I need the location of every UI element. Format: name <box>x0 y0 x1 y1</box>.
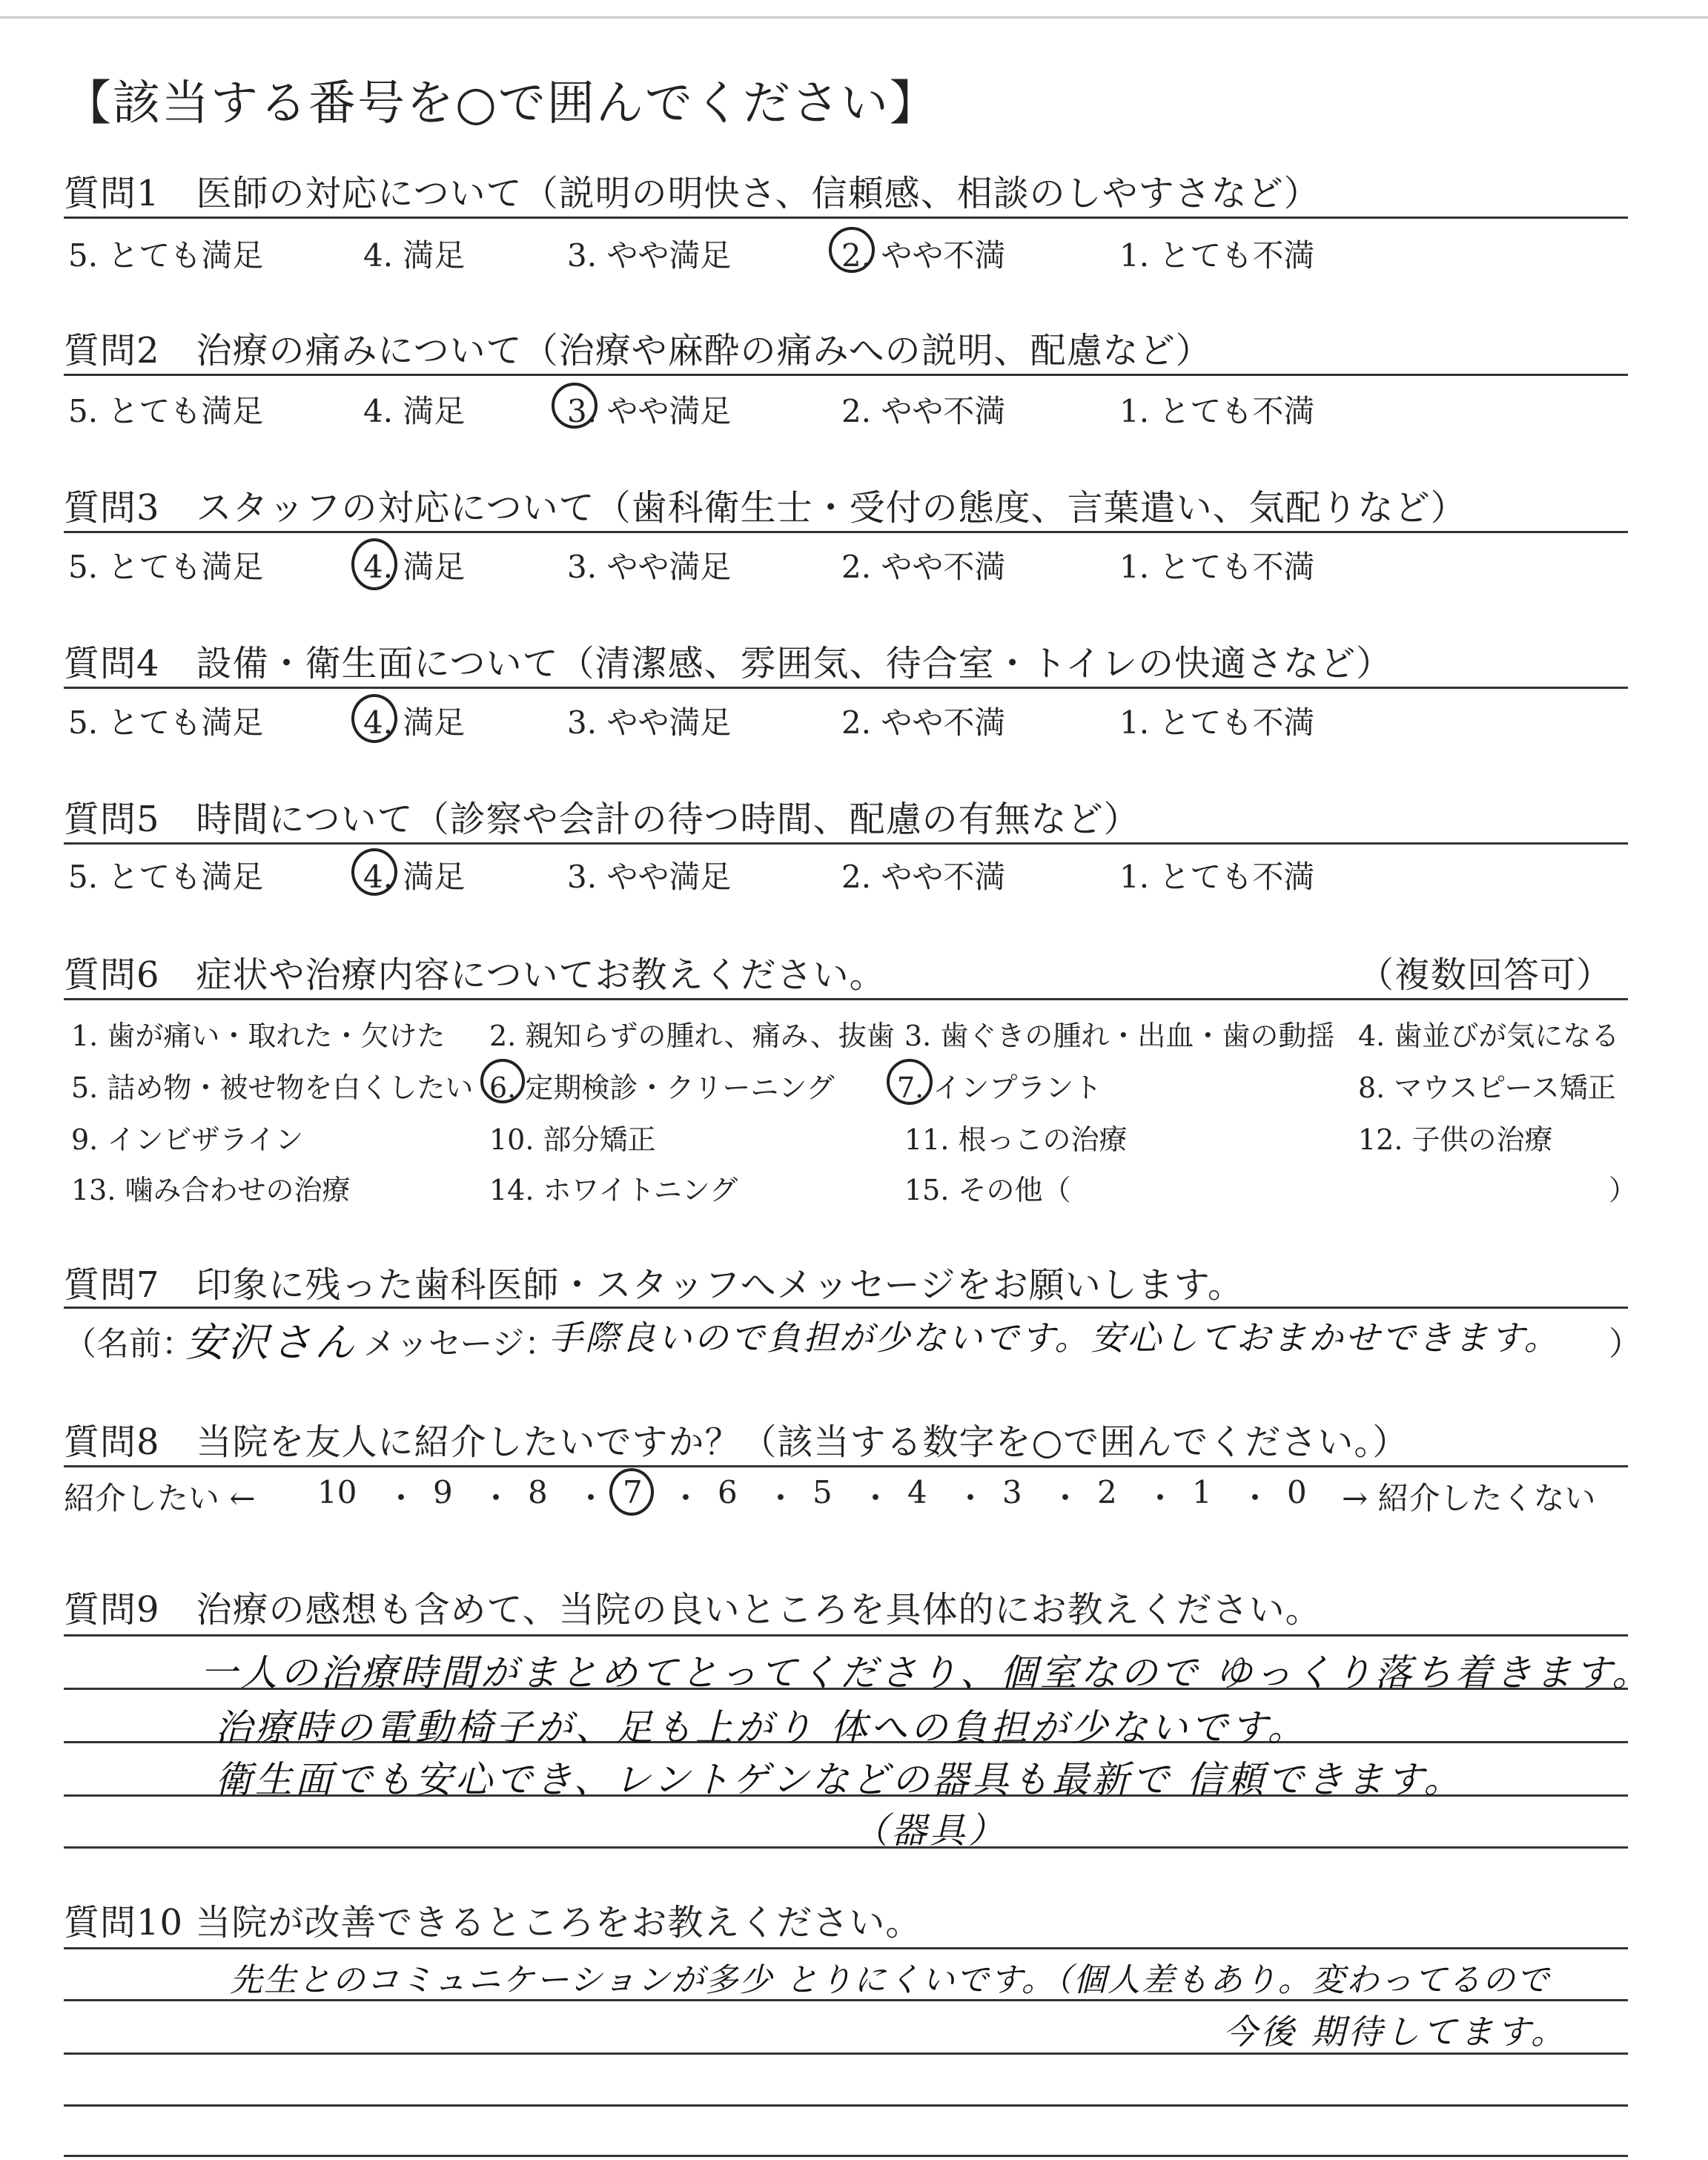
question-7: 質問7 印象に残った歯科医師・スタッフへメッセージをお願いします。 <box>64 1264 1244 1306</box>
q8-scale-2[interactable]: 2 <box>1097 1474 1117 1510</box>
q8-scale-dot: ・ <box>1145 1480 1176 1516</box>
q4-option-1[interactable]: 1. とても不満 <box>1119 704 1315 741</box>
q7-name-value[interactable]: 安沢さん <box>185 1319 357 1366</box>
q8-scale-dot: ・ <box>575 1480 607 1516</box>
q8-scale-dot: ・ <box>955 1480 987 1516</box>
q6-option-2[interactable]: 2. 親知らずの腫れ、痛み、抜歯 <box>489 1020 895 1052</box>
q10-rule-5 <box>64 2155 1628 2157</box>
question-3: 質問3 スタッフの対応について（歯科衛生士・受付の態度、言葉遣い、気配りなど） <box>64 487 1467 529</box>
q1-option-1[interactable]: 1. とても不満 <box>1119 237 1315 274</box>
q1-option-3[interactable]: 3. やや満足 <box>567 237 732 274</box>
q8-scale-0[interactable]: 0 <box>1287 1474 1307 1510</box>
q6-option-1[interactable]: 1. 歯が痛い・取れた・欠けた <box>71 1020 446 1052</box>
q8-left-label: 紹介したい ← <box>64 1480 256 1516</box>
q7-message-label: メッセージ： <box>363 1325 557 1363</box>
q5-option-1[interactable]: 1. とても不満 <box>1119 859 1315 895</box>
q6-option-4[interactable]: 4. 歯並びが気になる <box>1358 1020 1620 1052</box>
q5-selection-circle <box>351 848 397 896</box>
q1-option-4[interactable]: 4. 満足 <box>363 237 466 274</box>
q9-rule-1 <box>64 1634 1628 1636</box>
q6-selection-circle-7 <box>887 1059 933 1105</box>
q9-answer-line-3[interactable]: 衛生面でも安心でき、レントゲンなどの器具も最新で 信頼できます。 <box>215 1758 1464 1801</box>
q8-scale-dot: ・ <box>480 1480 512 1516</box>
q6-option-15-close: ） <box>1609 1174 1638 1206</box>
q4-option-3[interactable]: 3. やや満足 <box>567 704 732 741</box>
q8-scale-5[interactable]: 5 <box>812 1474 833 1510</box>
q6-option-6[interactable]: 6. 定期検診・クリーニング <box>489 1071 835 1104</box>
q4-option-2[interactable]: 2. やや不満 <box>841 704 1006 741</box>
form-heading: 【該当する番号を○で囲んでください】 <box>64 76 939 131</box>
q8-scale-9[interactable]: 9 <box>433 1474 453 1510</box>
q8-scale-dot: ・ <box>1239 1480 1271 1516</box>
q5-option-4[interactable]: 4. 満足 <box>363 859 466 895</box>
scan-top-edge <box>0 16 1708 19</box>
q2-selection-circle <box>552 383 598 429</box>
q6-selection-circle-6 <box>480 1059 525 1103</box>
q8-scale-10[interactable]: 10 <box>317 1474 357 1510</box>
q6-option-3[interactable]: 3. 歯ぐきの腫れ・出血・歯の動揺 <box>904 1020 1335 1052</box>
q9-answer-line-4[interactable]: （器具） <box>853 1810 1007 1852</box>
q8-scale-7[interactable]: 7 <box>623 1474 643 1510</box>
q5-option-2[interactable]: 2. やや不満 <box>841 859 1006 895</box>
q9-rule-5 <box>64 1846 1628 1849</box>
q3-option-3[interactable]: 3. やや満足 <box>567 549 732 585</box>
q8-scale-dot: ・ <box>385 1480 417 1516</box>
q8-scale-dot: ・ <box>765 1480 797 1516</box>
q6-option-13[interactable]: 13. 噛み合わせの治療 <box>71 1174 351 1206</box>
q2-option-4[interactable]: 4. 満足 <box>363 393 466 429</box>
q6-option-15[interactable]: 15. その他（ <box>904 1174 1071 1206</box>
q6-option-5[interactable]: 5. 詰め物・被せ物を白くしたい <box>71 1071 474 1104</box>
q5-option-3[interactable]: 3. やや満足 <box>567 859 732 895</box>
q8-selection-circle <box>609 1468 654 1516</box>
q4-option-4[interactable]: 4. 満足 <box>363 704 466 741</box>
q10-answer-line-1[interactable]: 先生とのコミュニケーションが多少 とりにくいです。（個人差もあり。変わってるので <box>230 1961 1551 1999</box>
question-5: 質問5 時間について（診察や会計の待つ時間、配慮の有無など） <box>64 799 1140 840</box>
question-4-rule <box>64 687 1628 689</box>
question-2-rule <box>64 374 1628 376</box>
q8-right-label: → 紹介したくない <box>1342 1480 1596 1516</box>
question-7-rule <box>64 1307 1628 1309</box>
question-8: 質問8 当院を友人に紹介したいですか？（該当する数字を○で囲んでください。） <box>64 1421 1409 1463</box>
q3-option-5[interactable]: 5. とても満足 <box>68 549 264 585</box>
q6-option-11[interactable]: 11. 根っこの治療 <box>904 1123 1128 1156</box>
q6-option-10[interactable]: 10. 部分矯正 <box>489 1123 656 1156</box>
question-10: 質問10 当院が改善できるところをお教えください。 <box>64 1902 922 1943</box>
q2-option-3[interactable]: 3. やや満足 <box>567 393 732 429</box>
q3-option-1[interactable]: 1. とても不満 <box>1119 549 1315 585</box>
q8-scale-8[interactable]: 8 <box>528 1474 548 1510</box>
question-4: 質問4 設備・衛生面について（清潔感、雰囲気、待合室・トイレの快適さなど） <box>64 643 1393 684</box>
q8-scale-6[interactable]: 6 <box>718 1474 738 1510</box>
question-9: 質問9 治療の感想も含めて、当院の良いところを具体的にお教えください。 <box>64 1589 1322 1631</box>
q8-scale-dot: ・ <box>860 1480 892 1516</box>
q2-option-1[interactable]: 1. とても不満 <box>1119 393 1315 429</box>
q10-answer-line-2[interactable]: 今後 期待してます。 <box>1223 2012 1568 2052</box>
q8-scale-dot: ・ <box>1050 1480 1082 1516</box>
q6-option-14[interactable]: 14. ホワイトニング <box>489 1174 738 1206</box>
q6-option-12[interactable]: 12. 子供の治療 <box>1358 1123 1553 1156</box>
q6-option-9[interactable]: 9. インビザライン <box>71 1123 304 1156</box>
q3-option-2[interactable]: 2. やや不満 <box>841 549 1006 585</box>
question-8-rule <box>64 1465 1628 1467</box>
question-6-note: （複数回答可） <box>1358 954 1613 996</box>
q9-answer-line-2[interactable]: 治療時の電動椅子が、足も上がり 体への負担が少ないです。 <box>215 1706 1308 1749</box>
q10-rule-1 <box>64 1947 1628 1949</box>
q8-scale-dot: ・ <box>670 1480 702 1516</box>
q1-selection-circle <box>829 227 875 273</box>
question-5-rule <box>64 842 1628 845</box>
question-2: 質問2 治療の痛みについて（治療や麻酔の痛みへの説明、配慮など） <box>64 330 1212 371</box>
q2-option-5[interactable]: 5. とても満足 <box>68 393 264 429</box>
q8-scale-4[interactable]: 4 <box>907 1474 927 1510</box>
q7-close-paren: ） <box>1609 1325 1641 1363</box>
q10-rule-4 <box>64 2104 1628 2107</box>
q4-selection-circle <box>351 694 397 743</box>
question-6-rule <box>64 998 1628 1000</box>
q7-name-label: （名前： <box>64 1325 194 1363</box>
question-3-rule <box>64 531 1628 533</box>
q8-scale-1[interactable]: 1 <box>1192 1474 1212 1510</box>
q6-option-7[interactable]: 7. インプラント <box>897 1071 1102 1104</box>
q4-option-5[interactable]: 5. とても満足 <box>68 704 264 741</box>
question-1: 質問1 医師の対応について（説明の明快さ、信頼感、相談のしやすさなど） <box>64 173 1320 214</box>
question-6: 質問6 症状や治療内容についてお教えください。 <box>64 954 886 996</box>
q6-option-8[interactable]: 8. マウスピース矯正 <box>1358 1071 1616 1104</box>
q3-selection-circle <box>351 538 397 590</box>
q3-option-4[interactable]: 4. 満足 <box>363 549 466 585</box>
q2-option-2[interactable]: 2. やや不満 <box>841 393 1006 429</box>
q7-message-value[interactable]: 手際良いので負担が少ないです。安心しておまかせできます。 <box>549 1318 1560 1358</box>
question-1-rule <box>64 217 1628 219</box>
q9-answer-line-1[interactable]: 一人の治療時間がまとめてとってくださり、個室なので ゆっくり落ち着きます。 <box>200 1651 1652 1694</box>
q1-option-5[interactable]: 5. とても満足 <box>68 237 264 274</box>
q8-scale-3[interactable]: 3 <box>1002 1474 1022 1510</box>
q1-option-2[interactable]: 2. やや不満 <box>841 237 1006 274</box>
q5-option-5[interactable]: 5. とても満足 <box>68 859 264 895</box>
